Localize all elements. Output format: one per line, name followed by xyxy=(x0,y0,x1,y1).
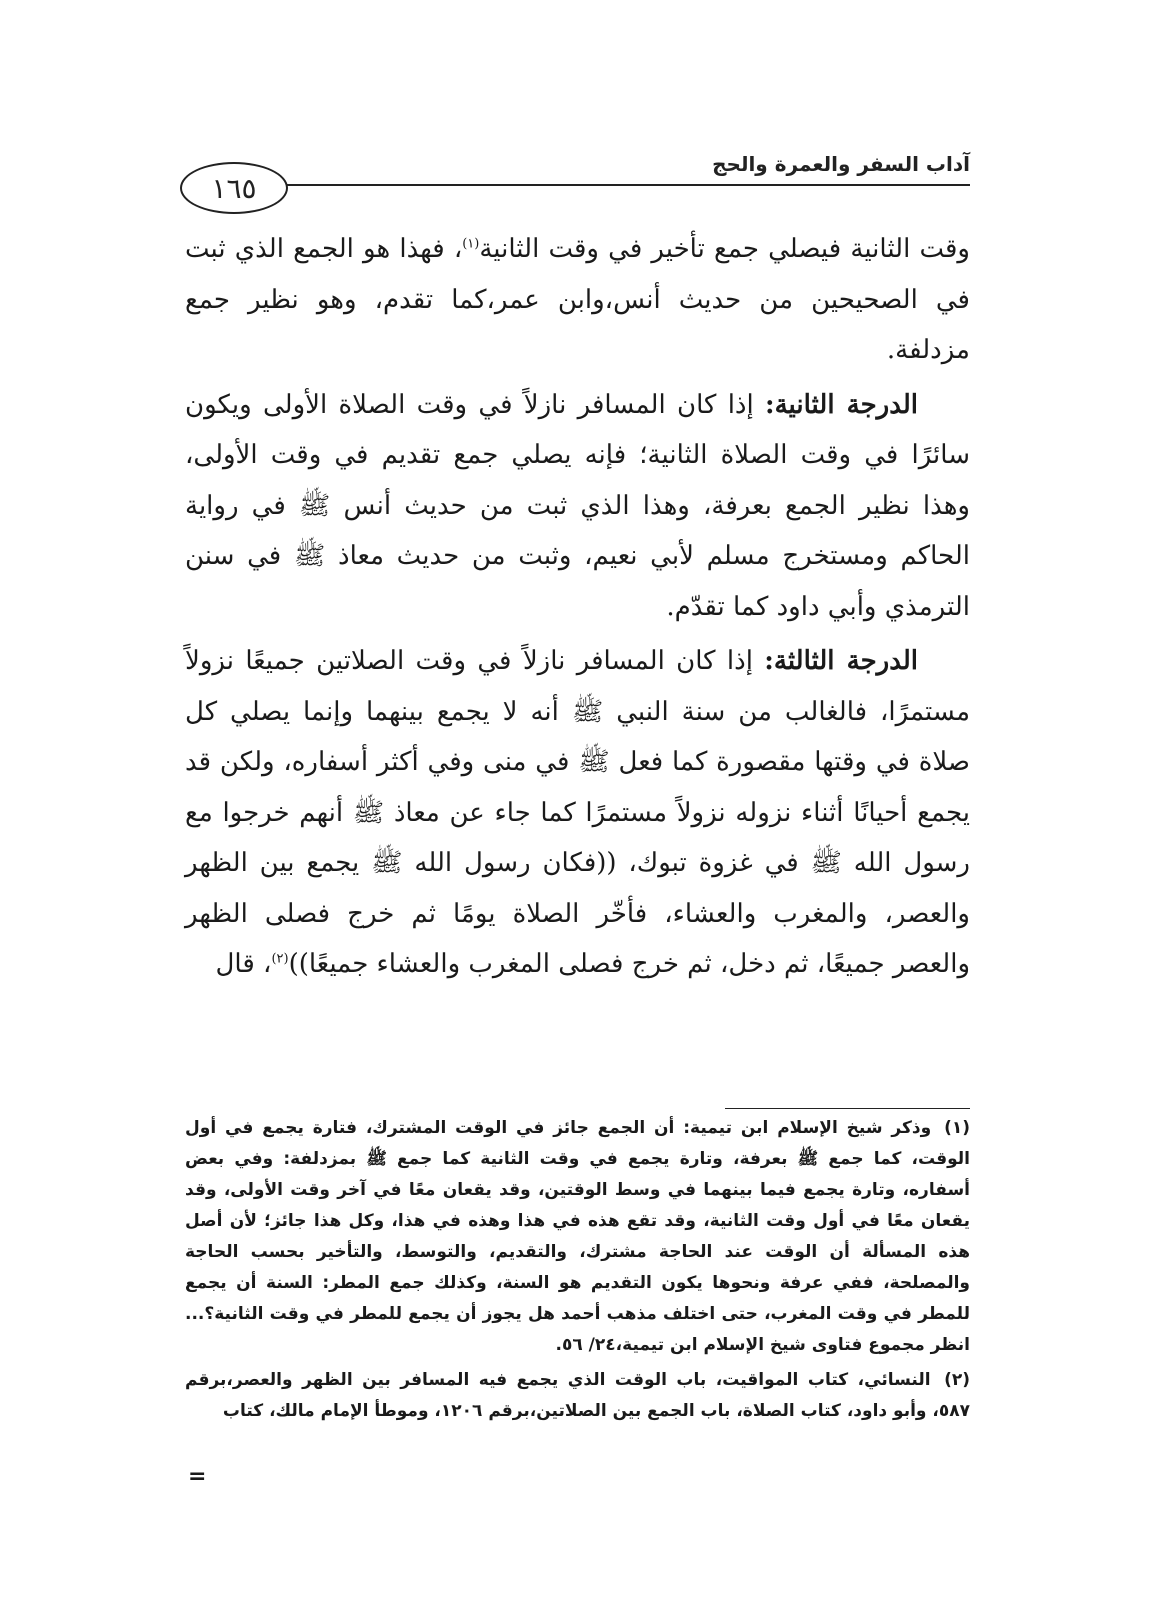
paragraph-1-text-b: ، فهذا هو الجمع الذي ثبت في الصحيحين من حديث أنس،وابن عمر،كما تقدم، وهو نظير جمع مزدلفة. xyxy=(185,234,970,365)
paragraph-2 xyxy=(185,380,970,633)
footnote-1-text: وذكر شيخ الإسلام ابن تيمية: أن الجمع جائز في الوقت المشترك، فتارة يجمع في أول الوقت، كما جمع ﷺ بعرفة، وتارة يجمع في وقت الثانية كما جمع ﷺ بمزدلفة: وفي بعض أسفاره، وتارة يجمع فيما بينهما في وسط الوقتين، وقد يقعان معًا في آخر وقت الأولى، وقد يقعان معًا في أول وقت الثانية، وقد تقع هذه في هذا وهذه في هذا، وكل هذا جائز؛ لأن أصل هذه المسألة أن الوقت عند الحاجة مشترك، والتقديم، والتوسط، والتأخير بحسب الحاجة والمصلحة، ففي عرفة ونحوها يكون التقديم هو السنة، وكذلك جمع المطر: السنة أن يجمع للمطر في وقت المغرب، حتى اختلف مذهب أحمد هل يجوز أن يجمع للمطر في وقت الثانية؟... انظر مجموع فتاوى شيخ الإسلام ابن تيمية،٢٤/ ٥٦. xyxy=(185,1118,970,1355)
paragraph-3 xyxy=(185,636,970,990)
paragraph-3-text-a: إذا كان المسافر نازلاً في وقت الصلاتين جميعًا نزولاً مستمرًا، فالغالب من سنة النبي ﷺ أنه لا يجمع بينهما وإنما يصلي كل صلاة في وقتها مقصورة كما فعل ﷺ في منى وفي أكثر أسفاره، ولكن قد يجمع أحيانًا أثناء نزوله نزولاً مستمرًا كما جاء عن معاذ ﷺ أنهم خرجوا مع رسول الله ﷺ في غزوة تبوك، ((فكان رسول الله ﷺ يجمع بين الظهر والعصر، والمغرب والعشاء، فأخّر الصلاة يومًا ثم خرج فصلى الظهر والعصر جميعًا، ثم دخل، ثم خرج فصلى المغرب والعشاء جميعًا)) xyxy=(185,646,970,979)
paragraph-2-text: إذا كان المسافر نازلاً في وقت الصلاة الأولى ويكون سائرًا في وقت الصلاة الثانية؛ فإنه يصلي جمع تقديم في وقت الأولى، وهذا نظير الجمع بعرفة، وهذا الذي ثبت من حديث أنس ﷺ في رواية الحاكم ومستخرج مسلم لأبي نعيم، وثبت من حديث معاذ ﷺ في سنن الترمذي وأبي داود كما تقدّم. xyxy=(185,389,970,622)
running-title: آداب السفر والعمرة والحج xyxy=(712,152,970,176)
paragraph-1 xyxy=(185,224,970,376)
footnote-1 xyxy=(185,1113,970,1361)
header-rule xyxy=(268,184,970,186)
footnote-1-number: (١) xyxy=(944,1118,971,1138)
footnote-2 xyxy=(185,1365,970,1427)
paragraph-2-heading: الدرجة الثانية: xyxy=(765,389,918,420)
footnote-2-number: (٢) xyxy=(944,1370,971,1390)
paragraph-3-text-b: ، قال xyxy=(215,949,272,979)
footnote-ref-1[interactable]: (١) xyxy=(462,236,480,252)
paragraph-3-heading: الدرجة الثالثة: xyxy=(764,646,918,676)
paragraph-1-text-a: وقت الثانية فيصلي جمع تأخير في وقت الثانية xyxy=(479,234,970,264)
continuation-mark: = xyxy=(188,1464,207,1489)
page-header xyxy=(180,148,970,218)
footnotes xyxy=(185,1113,970,1431)
footnote-ref-2[interactable]: (٢) xyxy=(271,951,289,967)
main-text xyxy=(185,224,970,990)
footnote-separator xyxy=(725,1108,970,1109)
page-number-badge: ١٦٥ xyxy=(180,162,288,214)
footnote-2-text: النسائي، كتاب المواقيت، باب الوقت الذي يجمع فيه المسافر بين الظهر والعصر،برقم ٥٨٧، وأبو داود، كتاب الصلاة، باب الجمع بين الصلاتين،برقم ١٢٠٦، وموطأ الإمام مالك، كتاب xyxy=(185,1370,970,1421)
